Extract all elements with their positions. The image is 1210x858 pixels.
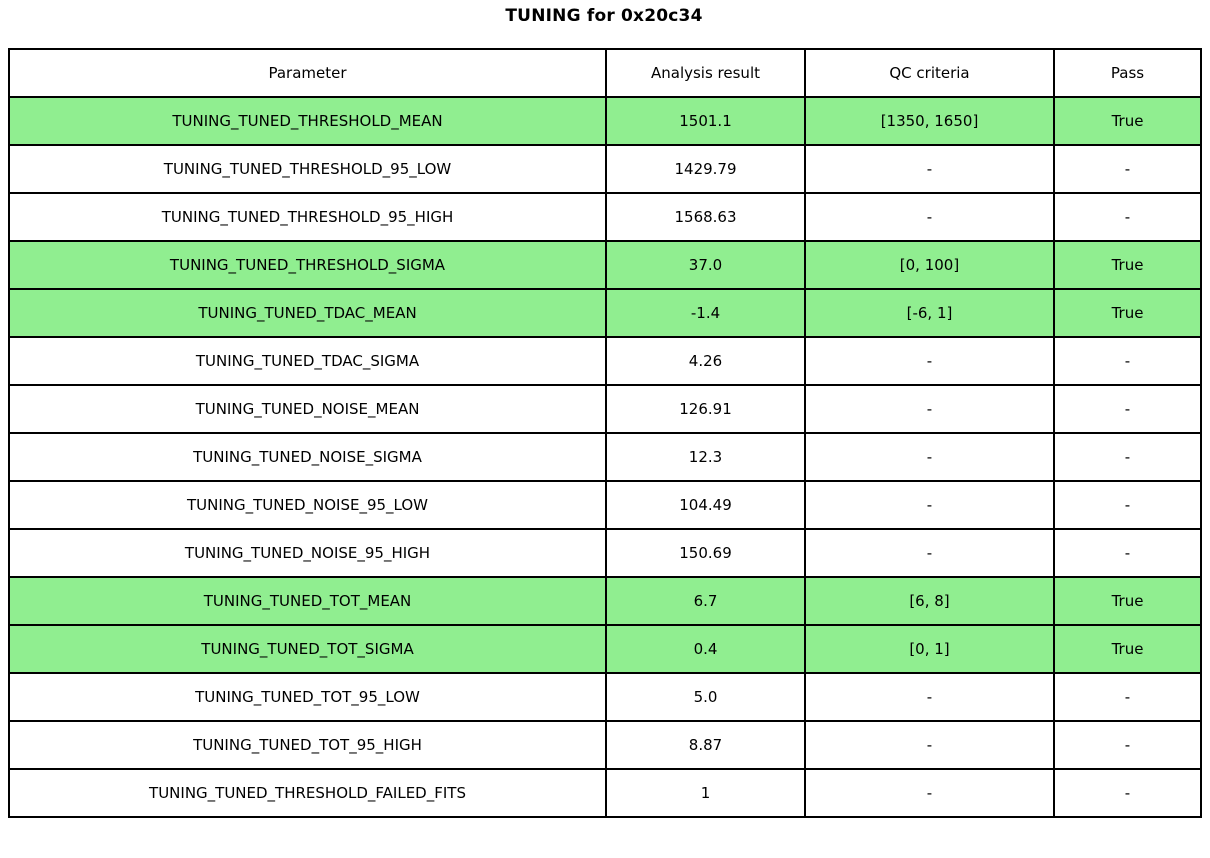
table-row — [9, 721, 1201, 769]
result-cell: 6.7 — [606, 577, 805, 625]
table-row — [9, 625, 1201, 673]
table-row — [9, 385, 1201, 433]
result-cell: 8.87 — [606, 721, 805, 769]
parameter-cell: TUNING_TUNED_TOT_95_HIGH — [9, 721, 606, 769]
table-row — [9, 193, 1201, 241]
table-row — [9, 481, 1201, 529]
result-cell: 1501.1 — [606, 97, 805, 145]
table-row — [9, 145, 1201, 193]
parameter-cell: TUNING_TUNED_THRESHOLD_95_LOW — [9, 145, 606, 193]
pass-cell: True — [1054, 625, 1201, 673]
result-cell: 1568.63 — [606, 193, 805, 241]
qc-cell: - — [805, 193, 1054, 241]
table-row — [9, 337, 1201, 385]
pass-cell: - — [1054, 193, 1201, 241]
result-cell: -1.4 — [606, 289, 805, 337]
pass-cell: - — [1054, 673, 1201, 721]
qc-cell: - — [805, 433, 1054, 481]
result-cell: 1429.79 — [606, 145, 805, 193]
table-header-row — [9, 49, 1201, 97]
table-row — [9, 97, 1201, 145]
table-row — [9, 241, 1201, 289]
result-cell: 37.0 — [606, 241, 805, 289]
qc-cell: - — [805, 529, 1054, 577]
pass-cell: True — [1054, 97, 1201, 145]
parameter-cell: TUNING_TUNED_NOISE_95_LOW — [9, 481, 606, 529]
header-qc-criteria: QC criteria — [805, 49, 1054, 97]
qc-cell: [6, 8] — [805, 577, 1054, 625]
result-cell: 104.49 — [606, 481, 805, 529]
pass-cell: - — [1054, 481, 1201, 529]
parameter-cell: TUNING_TUNED_TDAC_SIGMA — [9, 337, 606, 385]
pass-cell: - — [1054, 385, 1201, 433]
pass-cell: - — [1054, 721, 1201, 769]
qc-cell: - — [805, 145, 1054, 193]
header-parameter: Parameter — [9, 49, 606, 97]
qc-cell: - — [805, 481, 1054, 529]
qc-results-table — [8, 48, 1202, 818]
header-analysis-result: Analysis result — [606, 49, 805, 97]
parameter-cell: TUNING_TUNED_THRESHOLD_95_HIGH — [9, 193, 606, 241]
figure-title: TUNING for 0x20c34 — [505, 6, 703, 26]
table-row — [9, 529, 1201, 577]
qc-cell: - — [805, 769, 1054, 817]
parameter-cell: TUNING_TUNED_TOT_MEAN — [9, 577, 606, 625]
parameter-cell: TUNING_TUNED_TDAC_MEAN — [9, 289, 606, 337]
result-cell: 150.69 — [606, 529, 805, 577]
parameter-cell: TUNING_TUNED_NOISE_SIGMA — [9, 433, 606, 481]
result-cell: 0.4 — [606, 625, 805, 673]
table-row — [9, 577, 1201, 625]
table-row — [9, 673, 1201, 721]
qc-cell: - — [805, 385, 1054, 433]
pass-cell: True — [1054, 577, 1201, 625]
qc-cell: - — [805, 673, 1054, 721]
table-row — [9, 433, 1201, 481]
parameter-cell: TUNING_TUNED_TOT_95_LOW — [9, 673, 606, 721]
result-cell: 5.0 — [606, 673, 805, 721]
result-cell: 1 — [606, 769, 805, 817]
qc-cell: - — [805, 337, 1054, 385]
result-cell: 12.3 — [606, 433, 805, 481]
result-cell: 126.91 — [606, 385, 805, 433]
pass-cell: - — [1054, 529, 1201, 577]
parameter-cell: TUNING_TUNED_NOISE_MEAN — [9, 385, 606, 433]
parameter-cell: TUNING_TUNED_THRESHOLD_MEAN — [9, 97, 606, 145]
result-cell: 4.26 — [606, 337, 805, 385]
parameter-cell: TUNING_TUNED_THRESHOLD_SIGMA — [9, 241, 606, 289]
pass-cell: - — [1054, 433, 1201, 481]
pass-cell: True — [1054, 241, 1201, 289]
pass-cell: True — [1054, 289, 1201, 337]
table-row — [9, 769, 1201, 817]
qc-cell: [1350, 1650] — [805, 97, 1054, 145]
parameter-cell: TUNING_TUNED_TOT_SIGMA — [9, 625, 606, 673]
header-pass: Pass — [1054, 49, 1201, 97]
pass-cell: - — [1054, 337, 1201, 385]
table-row — [9, 289, 1201, 337]
qc-cell: - — [805, 721, 1054, 769]
pass-cell: - — [1054, 145, 1201, 193]
qc-cell: [0, 100] — [805, 241, 1054, 289]
qc-cell: [-6, 1] — [805, 289, 1054, 337]
qc-cell: [0, 1] — [805, 625, 1054, 673]
pass-cell: - — [1054, 769, 1201, 817]
parameter-cell: TUNING_TUNED_NOISE_95_HIGH — [9, 529, 606, 577]
parameter-cell: TUNING_TUNED_THRESHOLD_FAILED_FITS — [9, 769, 606, 817]
